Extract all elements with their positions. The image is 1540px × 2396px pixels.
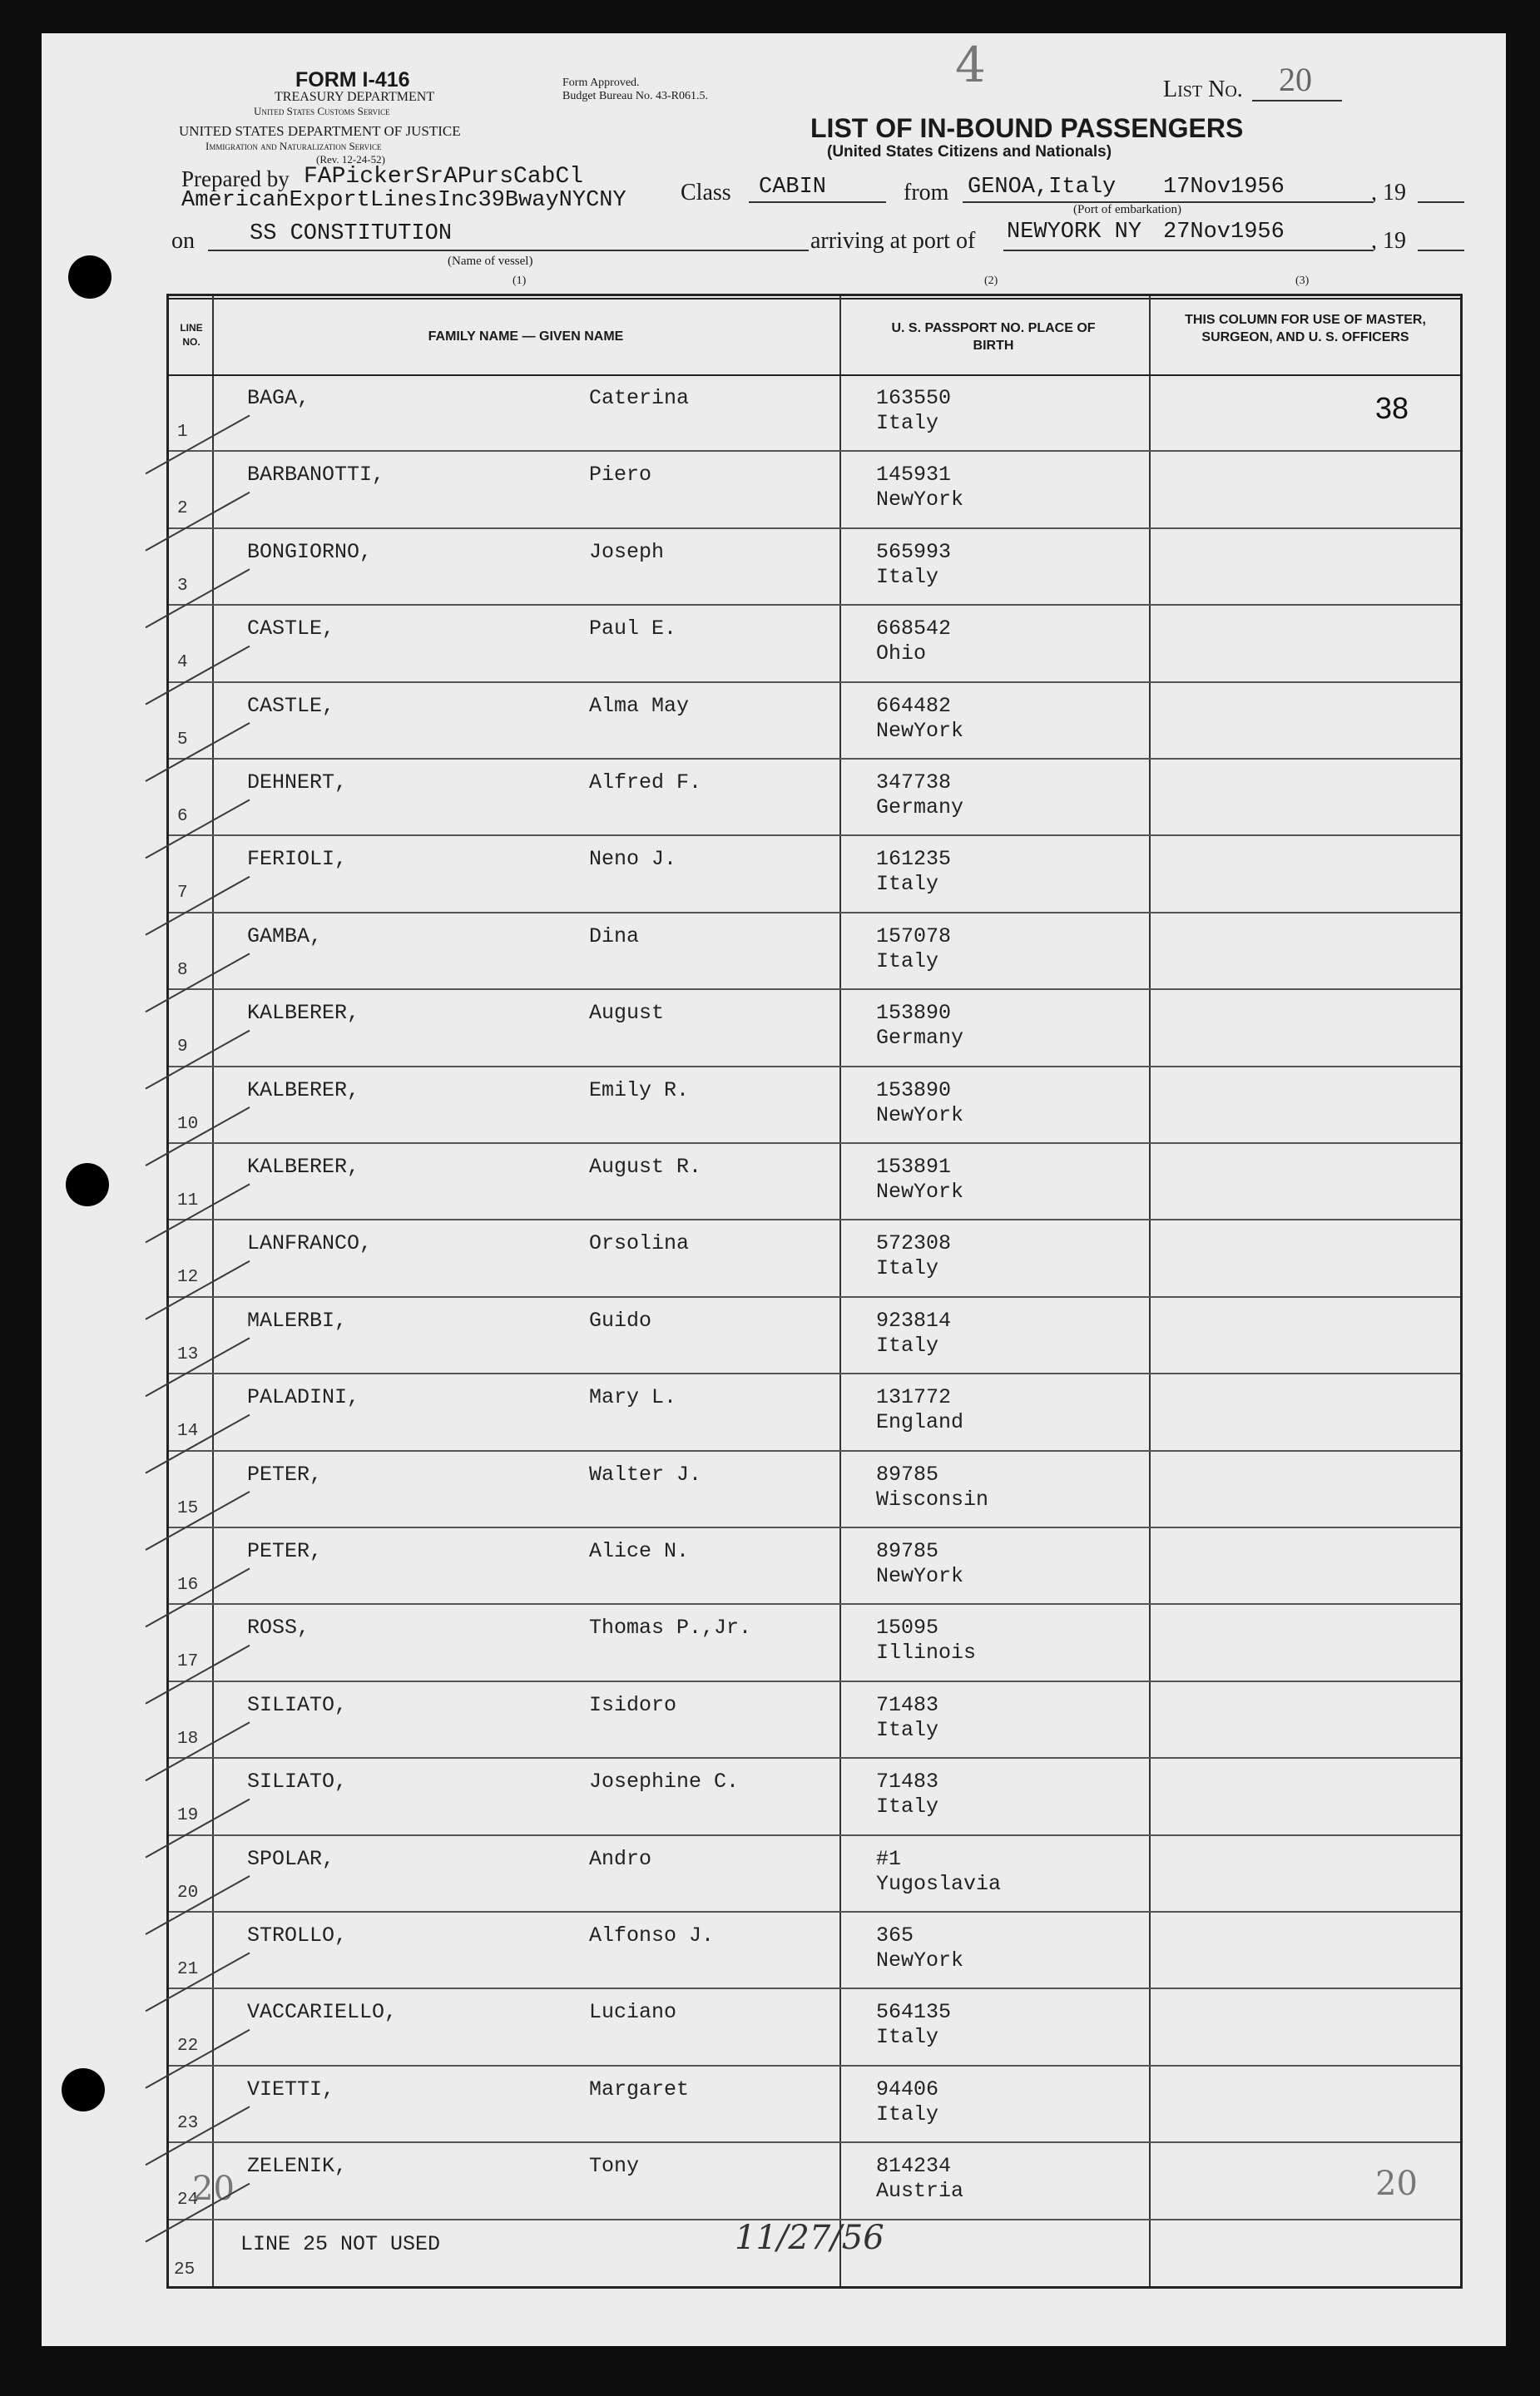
place-of-birth: Italy: [876, 1717, 939, 1742]
check-mark: [146, 723, 250, 781]
port-embarkation-caption: (Port of embarkation): [1073, 203, 1181, 216]
place-of-birth: NewYork: [876, 488, 964, 512]
place-of-birth: Italy: [876, 564, 939, 589]
given-name: Margaret: [589, 2077, 690, 2101]
header-officers: THIS COLUMN FOR USE OF MASTER, SURGEON, AND U. S. OFFICERS: [1185, 313, 1426, 344]
family-name: MALERBI,: [247, 1308, 348, 1333]
given-name: Mary L.: [589, 1385, 677, 1410]
given-name: Alfred F.: [589, 770, 702, 795]
given-name: Emily R.: [589, 1077, 690, 1102]
family-name: LANFRANCO,: [247, 1231, 373, 1256]
line-number: 4: [177, 653, 188, 673]
budget-bureau: Budget Bureau No. 43-R061.5.: [562, 90, 708, 102]
family-name: KALBERER,: [247, 1155, 360, 1179]
tally-left: 20: [192, 2170, 235, 2208]
list-no-label: List No.: [1163, 77, 1243, 102]
place-of-birth: NewYork: [876, 1102, 964, 1127]
given-name: Guido: [589, 1308, 652, 1333]
family-name: ROSS,: [247, 1616, 310, 1641]
family-name: PETER,: [247, 1462, 323, 1487]
check-mark: [146, 1492, 250, 1550]
line-number: 17: [177, 1652, 199, 1672]
family-name: CASTLE,: [247, 616, 335, 641]
check-mark: [146, 1184, 250, 1242]
passport-number: 668542: [876, 616, 952, 641]
family-name: VACCARIELLO,: [247, 2000, 398, 2025]
line-not-used: LINE 25 NOT USED: [240, 2232, 441, 2256]
check-mark: [146, 1799, 250, 1858]
family-name: SILIATO,: [247, 1770, 348, 1795]
place-of-birth: Wisconsin: [876, 1487, 989, 1512]
line-number: 25: [174, 2260, 196, 2280]
family-name: SPOLAR,: [247, 1846, 335, 1871]
family-name: PETER,: [247, 1539, 323, 1563]
page-title: LIST OF IN-BOUND PASSENGERS: [810, 113, 1244, 143]
line-number: 8: [177, 960, 188, 980]
line-number: 20: [177, 1883, 199, 1903]
passport-number: 89785: [876, 1462, 939, 1487]
line-number: 10: [177, 1114, 199, 1134]
family-name: KALBERER,: [247, 1001, 360, 1026]
place-of-birth: England: [876, 1410, 964, 1435]
list-number: 20: [1279, 61, 1312, 98]
passport-number: 71483: [876, 1770, 939, 1795]
form-revision: (Rev. 12-24-52): [316, 153, 385, 166]
passport-number: 145931: [876, 463, 952, 488]
check-mark: [146, 1953, 250, 2011]
given-name: Dina: [589, 923, 640, 948]
line-number: 2: [177, 499, 188, 519]
line-number: 7: [177, 884, 188, 903]
given-name: Alice N.: [589, 1539, 690, 1563]
place-of-birth: Italy: [876, 2101, 939, 2126]
class-value: CABIN: [759, 175, 827, 200]
place-of-birth: NewYork: [876, 1564, 964, 1588]
col-marker-1: (1): [513, 275, 527, 287]
page-subtitle: (United States Citizens and Nationals): [827, 143, 1112, 161]
place-of-birth: Ohio: [876, 641, 927, 666]
place-of-birth: NewYork: [876, 1180, 964, 1204]
family-name: CASTLE,: [247, 693, 335, 718]
from-port: GENOA,Italy: [968, 175, 1117, 200]
passport-number: 153890: [876, 1077, 952, 1102]
line-number: 23: [177, 2113, 199, 2133]
place-of-birth: Yugoslavia: [876, 1871, 1002, 1896]
line-number: 19: [177, 1806, 199, 1826]
check-mark: [146, 1415, 250, 1473]
header-line-no: LINE NO.: [180, 322, 203, 348]
family-name: PALADINI,: [247, 1385, 360, 1410]
check-mark: [146, 569, 250, 627]
check-mark: [146, 415, 250, 473]
family-name: STROLLO,: [247, 1923, 348, 1948]
family-name: FERIOLI,: [247, 847, 348, 872]
family-name: ZELENIK,: [247, 2154, 348, 2179]
passport-number: 923814: [876, 1308, 952, 1333]
dept-treasury: TREASURY DEPARTMENT: [275, 90, 435, 104]
check-mark: [146, 2030, 250, 2088]
handwritten-date: 11/27/56: [735, 2219, 884, 2257]
line-number: 5: [177, 730, 188, 750]
col-marker-2: (2): [984, 275, 998, 287]
check-mark: [146, 1646, 250, 1704]
place-of-birth: NewYork: [876, 718, 964, 743]
vessel-caption: (Name of vessel): [448, 255, 533, 268]
line-number: 21: [177, 1960, 199, 1979]
count-annotation: 38: [1375, 391, 1409, 425]
passport-number: 157078: [876, 923, 952, 948]
given-name: Alma May: [589, 693, 690, 718]
check-mark: [146, 2106, 250, 2165]
family-name: SILIATO,: [247, 1692, 348, 1717]
form-approved: Form Approved.: [562, 77, 640, 89]
line-number: 13: [177, 1344, 199, 1364]
class-label: Class: [681, 180, 731, 205]
check-mark: [146, 1031, 250, 1089]
passport-number: 153890: [876, 1001, 952, 1026]
passport-number: 664482: [876, 693, 952, 718]
place-of-birth: NewYork: [876, 1948, 964, 1973]
prepared-by-line1: FAPickerSrAPursCabCl: [304, 164, 584, 190]
form-number: FORM I-416: [295, 68, 410, 92]
given-name: Josephine C.: [589, 1770, 740, 1795]
given-name: August R.: [589, 1155, 702, 1179]
passport-number: 564135: [876, 2000, 952, 2025]
passport-number: 365: [876, 1923, 914, 1948]
vessel-name: SS CONSTITUTION: [250, 221, 453, 246]
passport-number: 15095: [876, 1616, 939, 1641]
arriving-label: arriving at port of: [810, 228, 976, 254]
passport-number: 347738: [876, 770, 952, 795]
passport-number: 71483: [876, 1692, 939, 1717]
family-name: KALBERER,: [247, 1077, 360, 1102]
dept-treasury-sub: United States Customs Service: [254, 105, 390, 117]
line-number: 3: [177, 576, 188, 596]
given-name: Orsolina: [589, 1231, 690, 1256]
given-name: Piero: [589, 463, 652, 488]
year-label-2: , 19: [1371, 228, 1406, 254]
given-name: Andro: [589, 1846, 652, 1871]
passport-number: 565993: [876, 539, 952, 564]
family-name: BARBANOTTI,: [247, 463, 385, 488]
given-name: Thomas P.,Jr.: [589, 1616, 752, 1641]
tally-right: 20: [1375, 2165, 1418, 2203]
dept-justice: UNITED STATES DEPARTMENT OF JUSTICE: [179, 123, 461, 139]
check-mark: [146, 493, 250, 551]
given-name: Paul E.: [589, 616, 677, 641]
line-number: 9: [177, 1037, 188, 1057]
family-name: BAGA,: [247, 386, 310, 410]
line-number: 22: [177, 2037, 199, 2057]
passport-number: 153891: [876, 1155, 952, 1179]
given-name: Caterina: [589, 386, 690, 410]
check-mark: [146, 1568, 250, 1626]
prepared-by-line2: AmericanExportLinesInc39BwayNYCNY: [181, 188, 626, 213]
passport-number: 814234: [876, 2154, 952, 2179]
prepared-by-label: Prepared by: [181, 166, 290, 191]
from-date: 17Nov1956: [1163, 175, 1285, 200]
passport-number: 572308: [876, 1231, 952, 1256]
given-name: Alfonso J.: [589, 1923, 715, 1948]
check-mark: [146, 799, 250, 858]
passport-number: 163550: [876, 386, 952, 410]
place-of-birth: Italy: [876, 1256, 939, 1281]
check-mark: [146, 1876, 250, 1934]
check-mark: [146, 1261, 250, 1319]
corner-mark: 4: [955, 37, 986, 93]
place-of-birth: Germany: [876, 1026, 964, 1051]
check-mark: [146, 953, 250, 1012]
place-of-birth: Illinois: [876, 1641, 977, 1666]
passport-number: 161235: [876, 847, 952, 872]
line-number: 1: [177, 423, 188, 442]
given-name: Walter J.: [589, 1462, 702, 1487]
on-label: on: [171, 228, 195, 254]
line-number: 14: [177, 1422, 199, 1442]
line-number: 15: [177, 1498, 199, 1518]
arrival-date: 27Nov1956: [1163, 220, 1285, 245]
line-number: 11: [177, 1191, 199, 1210]
header-name: FAMILY NAME — GIVEN NAME: [428, 329, 624, 344]
year-label-1: , 19: [1371, 180, 1406, 205]
given-name: Tony: [589, 2154, 640, 2179]
check-mark: [146, 1722, 250, 1780]
passport-number: #1: [876, 1846, 902, 1871]
from-label: from: [904, 180, 949, 205]
col-marker-3: (3): [1295, 275, 1310, 287]
header-passport: U. S. PASSPORT NO. PLACE OF BIRTH: [891, 321, 1096, 353]
line-number: 24: [177, 2191, 199, 2210]
given-name: August: [589, 1001, 665, 1026]
place-of-birth: Italy: [876, 2025, 939, 2050]
given-name: Luciano: [589, 2000, 677, 2025]
passport-number: 94406: [876, 2077, 939, 2101]
line-number: 18: [177, 1729, 199, 1749]
family-name: GAMBA,: [247, 923, 323, 948]
place-of-birth: Italy: [876, 872, 939, 897]
place-of-birth: Germany: [876, 795, 964, 819]
given-name: Joseph: [589, 539, 665, 564]
check-mark: [146, 2184, 250, 2242]
line-number: 6: [177, 807, 188, 826]
place-of-birth: Italy: [876, 411, 939, 435]
family-name: VIETTI,: [247, 2077, 335, 2101]
given-name: Isidoro: [589, 1692, 677, 1717]
check-mark: [146, 1107, 250, 1166]
place-of-birth: Italy: [876, 1795, 939, 1819]
check-mark: [146, 1338, 250, 1396]
check-mark: [146, 877, 250, 935]
arrival-port: NEWYORK NY: [1007, 220, 1142, 245]
line-number: 16: [177, 1576, 199, 1595]
place-of-birth: Italy: [876, 1333, 939, 1358]
family-name: BONGIORNO,: [247, 539, 373, 564]
given-name: Neno J.: [589, 847, 677, 872]
passport-number: 89785: [876, 1539, 939, 1563]
dept-justice-sub: Immigration and Naturalization Service: [205, 140, 382, 152]
place-of-birth: Italy: [876, 948, 939, 973]
place-of-birth: Austria: [876, 2179, 964, 2204]
passport-number: 131772: [876, 1385, 952, 1410]
family-name: DEHNERT,: [247, 770, 348, 795]
line-number: 12: [177, 1268, 199, 1288]
check-mark: [146, 646, 250, 705]
